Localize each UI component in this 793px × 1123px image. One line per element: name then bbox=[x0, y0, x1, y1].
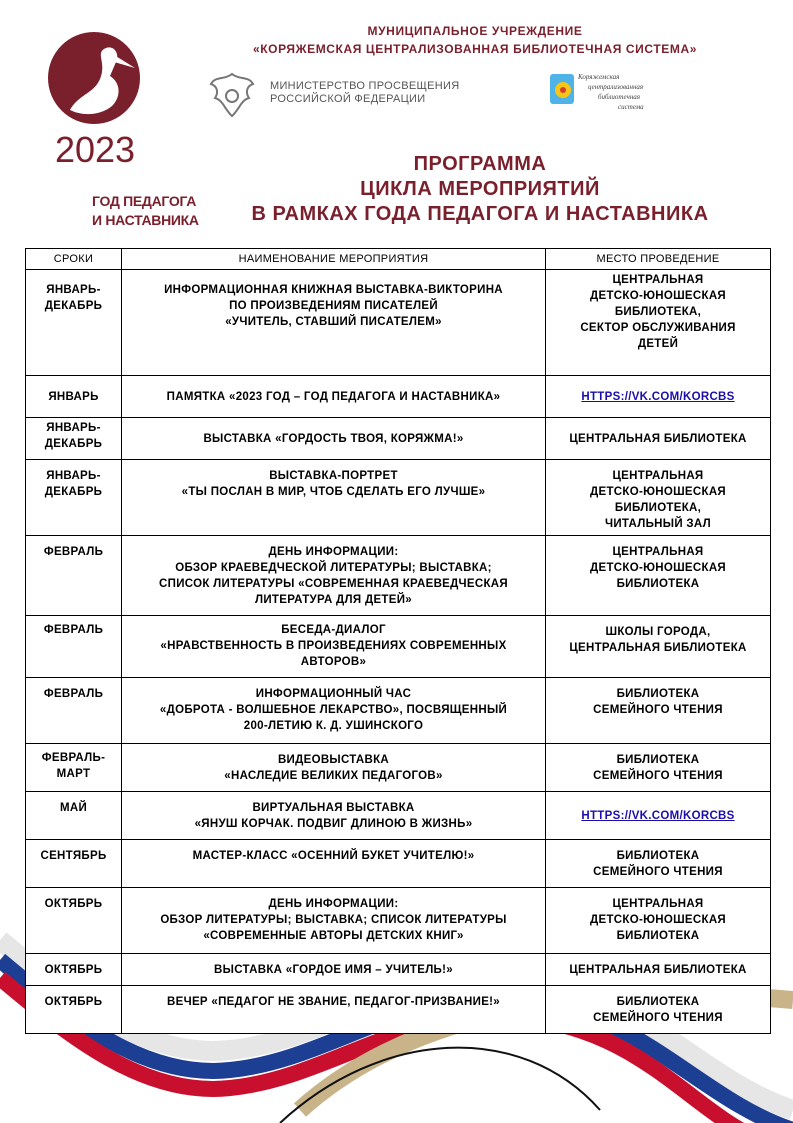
cell-event: ВИРТУАЛЬНАЯ ВЫСТАВКА «ЯНУШ КОРЧАК. ПОДВИГ ДЛИНОЮ В ЖИЗНЬ» bbox=[122, 792, 546, 840]
org-line-2: «КОРЯЖЕМСКАЯ ЦЕНТРАЛИЗОВАННАЯ БИБЛИОТЕЧНАЯ СИСТЕМА» bbox=[252, 42, 698, 56]
ministry-line-2: РОССИЙСКОЙ ФЕДЕРАЦИИ bbox=[270, 93, 426, 105]
cbs-text-3: библиотечная bbox=[598, 93, 641, 101]
table-row bbox=[26, 616, 771, 678]
table-row bbox=[26, 954, 771, 986]
cbs-text-2: централизованная bbox=[588, 83, 644, 91]
table-row bbox=[26, 270, 771, 376]
ministry-line-1: МИНИСТЕРСТВО ПРОСВЕЩЕНИЯ bbox=[270, 80, 460, 92]
table-header-row bbox=[26, 249, 771, 270]
cell-place: БИБЛИОТЕКА СЕМЕЙНОГО ЧТЕНИЯ bbox=[546, 678, 771, 744]
header-dates: СРОКИ bbox=[26, 249, 122, 270]
title-line-1: ПРОГРАММА bbox=[413, 153, 547, 175]
cell-event: ВИДЕОВЫСТАВКА «НАСЛЕДИЕ ВЕЛИКИХ ПЕДАГОГОВ» bbox=[122, 744, 546, 792]
table-row bbox=[26, 460, 771, 536]
ministry-emblem-icon bbox=[205, 70, 259, 120]
cell-place bbox=[546, 376, 771, 418]
table-row bbox=[26, 792, 771, 840]
cell-event: ВЫСТАВКА «ГОРДОЕ ИМЯ – УЧИТЕЛЬ!» bbox=[122, 954, 546, 986]
cell-place: ЦЕНТРАЛЬНАЯ ДЕТСКО-ЮНОШЕСКАЯ БИБЛИОТЕКА, СЕКТОР ОБСЛУЖИВАНИЯ ДЕТЕЙ bbox=[546, 270, 771, 376]
cell-event: ВЫСТАВКА «ГОРДОСТЬ ТВОЯ, КОРЯЖМА!» bbox=[122, 418, 546, 460]
logo-caption-line-1: ГОД ПЕДАГОГА bbox=[92, 193, 197, 209]
cell-event: ДЕНЬ ИНФОРМАЦИИ: ОБЗОР КРАЕВЕДЧЕСКОЙ ЛИТЕРАТУРЫ; ВЫСТАВКА; СПИСОК ЛИТЕРАТУРЫ «СОВРЕМЕННАЯ КРАЕВЕДЧЕСКАЯ ЛИТЕРАТУРА ДЛЯ ДЕТЕЙ» bbox=[122, 536, 546, 616]
year-2023-pelican-logo bbox=[40, 32, 150, 172]
cell-date: ФЕВРАЛЬ bbox=[26, 536, 122, 616]
events-table bbox=[25, 248, 771, 1034]
cell-date: МАЙ bbox=[26, 792, 122, 840]
cell-place: БИБЛИОТЕКА СЕМЕЙНОГО ЧТЕНИЯ bbox=[546, 986, 771, 1034]
cell-event: БЕСЕДА-ДИАЛОГ «НРАВСТВЕННОСТЬ В ПРОИЗВЕДЕНИЯХ СОВРЕМЕННЫХ АВТОРОВ» bbox=[122, 616, 546, 678]
header-place: МЕСТО ПРОВЕДЕНИЕ bbox=[546, 249, 771, 270]
table-row bbox=[26, 536, 771, 616]
cell-place: ЦЕНТРАЛЬНАЯ ДЕТСКО-ЮНОШЕСКАЯ БИБЛИОТЕКА bbox=[546, 888, 771, 954]
cell-date: ОКТЯБРЬ bbox=[26, 888, 122, 954]
vk-link[interactable]: HTTPS://VK.COM/KORCBS bbox=[581, 809, 735, 822]
cell-date: ОКТЯБРЬ bbox=[26, 986, 122, 1034]
cell-event: ИНФОРМАЦИОННАЯ КНИЖНАЯ ВЫСТАВКА-ВИКТОРИНА ПО ПРОИЗВЕДЕНИЯМ ПИСАТЕЛЕЙ «УЧИТЕЛЬ, СТАВШИЙ ПИСАТЕЛЕМ» bbox=[122, 270, 546, 376]
cell-event: ВЕЧЕР «ПЕДАГОГ НЕ ЗВАНИЕ, ПЕДАГОГ-ПРИЗВАНИЕ!» bbox=[122, 986, 546, 1034]
cell-event: ПАМЯТКА «2023 ГОД – ГОД ПЕДАГОГА И НАСТАВНИКА» bbox=[122, 376, 546, 418]
header-event-name: НАИМЕНОВАНИЕ МЕРОПРИЯТИЯ bbox=[122, 249, 546, 270]
cell-date: ФЕВРАЛЬ bbox=[26, 678, 122, 744]
vk-link[interactable]: HTTPS://VK.COM/KORCBS bbox=[581, 390, 735, 403]
logo-caption bbox=[92, 192, 199, 230]
table-row bbox=[26, 986, 771, 1034]
cell-date: ФЕВРАЛЬ- МАРТ bbox=[26, 744, 122, 792]
table-row bbox=[26, 418, 771, 460]
cbs-logo-text bbox=[578, 72, 644, 112]
events-table-container bbox=[25, 248, 770, 1034]
cell-place: БИБЛИОТЕКА СЕМЕЙНОГО ЧТЕНИЯ bbox=[546, 744, 771, 792]
cell-event: ИНФОРМАЦИОННЫЙ ЧАС «ДОБРОТА - ВОЛШЕБНОЕ ЛЕКАРСТВО», ПОСВЯЩЕННЫЙ 200-ЛЕТИЮ К. Д. УШИНСКОГО bbox=[122, 678, 546, 744]
cell-event: ДЕНЬ ИНФОРМАЦИИ: ОБЗОР ЛИТЕРАТУРЫ; ВЫСТАВКА; СПИСОК ЛИТЕРАТУРЫ «СОВРЕМЕННЫЕ АВТОРЫ ДЕТСКИХ КНИГ» bbox=[122, 888, 546, 954]
logo-caption-line-2: И НАСТАВНИКА bbox=[92, 212, 199, 228]
organization-header bbox=[200, 22, 750, 58]
table-row bbox=[26, 840, 771, 888]
cell-event: МАСТЕР-КЛАСС «ОСЕННИЙ БУКЕТ УЧИТЕЛЮ!» bbox=[122, 840, 546, 888]
cbs-text-4: система bbox=[618, 103, 644, 111]
cell-date: ЯНВАРЬ- ДЕКАБРЬ bbox=[26, 460, 122, 536]
program-title bbox=[190, 152, 770, 227]
org-line-1: МУНИЦИПАЛЬНОЕ УЧРЕЖДЕНИЕ bbox=[367, 24, 583, 38]
table-row bbox=[26, 744, 771, 792]
table-row bbox=[26, 678, 771, 744]
logo-year: 2023 bbox=[54, 129, 136, 170]
table-row bbox=[26, 376, 771, 418]
cell-date: ОКТЯБРЬ bbox=[26, 954, 122, 986]
table-row bbox=[26, 888, 771, 954]
cbs-logo-icon bbox=[548, 72, 578, 106]
cell-date: СЕНТЯБРЬ bbox=[26, 840, 122, 888]
title-line-3: В РАМКАХ ГОДА ПЕДАГОГА И НАСТАВНИКА bbox=[251, 203, 709, 225]
cell-place: ЦЕНТРАЛЬНАЯ БИБЛИОТЕКА bbox=[546, 954, 771, 986]
title-line-2: ЦИКЛА МЕРОПРИЯТИЙ bbox=[360, 178, 600, 200]
cell-place: БИБЛИОТЕКА СЕМЕЙНОГО ЧТЕНИЯ bbox=[546, 840, 771, 888]
cell-place: ЦЕНТРАЛЬНАЯ БИБЛИОТЕКА bbox=[546, 418, 771, 460]
cell-date: ФЕВРАЛЬ bbox=[26, 616, 122, 678]
cell-date: ЯНВАРЬ- ДЕКАБРЬ bbox=[26, 270, 122, 376]
cell-event: ВЫСТАВКА-ПОРТРЕТ «ТЫ ПОСЛАН В МИР, ЧТОБ СДЕЛАТЬ ЕГО ЛУЧШЕ» bbox=[122, 460, 546, 536]
cell-date: ЯНВАРЬ bbox=[26, 376, 122, 418]
cbs-text-1: Коряжемская bbox=[578, 73, 620, 81]
cell-place bbox=[546, 792, 771, 840]
ministry-label bbox=[270, 80, 459, 106]
cell-date: ЯНВАРЬ- ДЕКАБРЬ bbox=[26, 418, 122, 460]
cell-place: ЦЕНТРАЛЬНАЯ ДЕТСКО-ЮНОШЕСКАЯ БИБЛИОТЕКА bbox=[546, 536, 771, 616]
cell-place: ШКОЛЫ ГОРОДА, ЦЕНТРАЛЬНАЯ БИБЛИОТЕКА bbox=[546, 616, 771, 678]
cell-place: ЦЕНТРАЛЬНАЯ ДЕТСКО-ЮНОШЕСКАЯ БИБЛИОТЕКА, ЧИТАЛЬНЫЙ ЗАЛ bbox=[546, 460, 771, 536]
